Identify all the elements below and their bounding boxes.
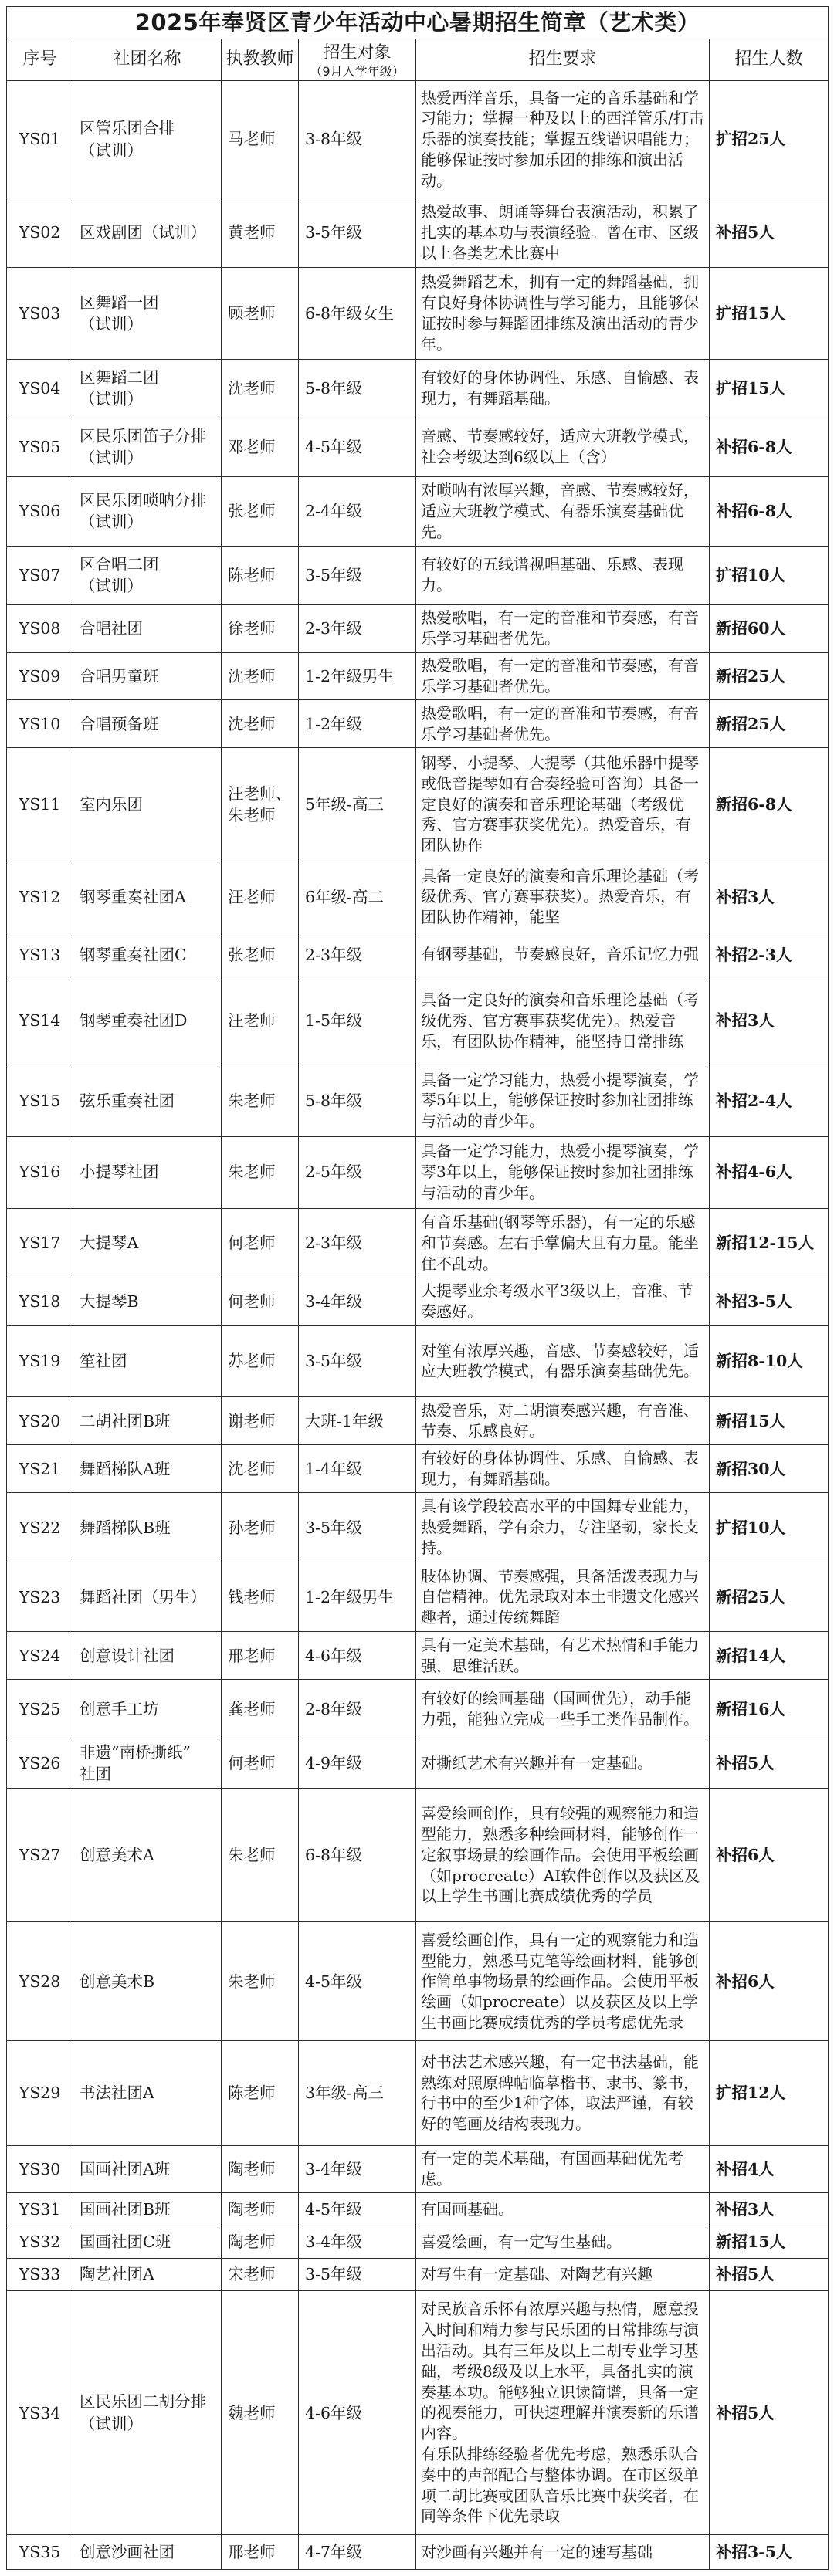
cell-grade: 5-8年级 <box>299 359 416 418</box>
cell-id: YS16 <box>7 1136 73 1208</box>
cell-id: YS28 <box>7 1922 73 2041</box>
cell-id: YS31 <box>7 2193 73 2226</box>
cell-name: 陶艺社团A <box>73 2258 222 2290</box>
cell-quota: 新招15人 <box>710 2226 829 2258</box>
cell-quota: 扩招25人 <box>710 81 829 198</box>
cell-quota: 补招6-8人 <box>710 476 829 546</box>
cell-grade: 3年级-高三 <box>299 2041 416 2145</box>
cell-requirement: 热爱西洋音乐，具备一定的音乐基础和学习能力；掌握一种及以上的西洋管乐/打击乐器的演奏技能；掌握五线谱识唱能力；能够保证按时参加乐团的排练和演出活动。 <box>416 81 710 198</box>
cell-grade: 1-2年级男生 <box>299 652 416 700</box>
cell-quota: 新招25人 <box>710 1562 829 1632</box>
cell-quota: 新招14人 <box>710 1632 829 1680</box>
table-row <box>7 1562 829 1632</box>
cell-name: 书法社团A <box>73 2041 222 2145</box>
cell-name: 创意美术A <box>73 1789 222 1922</box>
cell-id: YS12 <box>7 861 73 933</box>
cell-quota: 补招6人 <box>710 1789 829 1922</box>
cell-id: YS35 <box>7 2535 73 2570</box>
cell-requirement: 喜爱绘画，有一定写生基础。 <box>416 2226 710 2258</box>
cell-requirement: 热爱故事、朗诵等舞台表演活动，积累了扎实的基本功与表演经验。曾在市、区级以上各类艺术比赛中 <box>416 198 710 268</box>
cell-teacher: 沈老师 <box>222 652 299 700</box>
table-row <box>7 2258 829 2290</box>
cell-quota: 扩招10人 <box>710 1493 829 1562</box>
cell-requirement: 有音乐基础(钢琴等乐器)，有一定的乐感和节奏感。左右手掌偏大且有力量。能坐住不乱动。 <box>416 1208 710 1278</box>
cell-grade: 4-5年级 <box>299 418 416 476</box>
cell-requirement: 对书法艺术感兴趣，有一定书法基础，能熟练对照原碑帖临摹楷书、隶书、篆书，行书中的至少1种字体，取法严谨，有较好的笔画及结构表现力。 <box>416 2041 710 2145</box>
cell-requirement: 钢琴、小提琴、大提琴（其他乐器中提琴或低音提琴如有合奏经验可咨询）具备一定良好的演奏和音乐理论基础（考级优秀、官方赛事获奖优先）。热爱音乐，有团队协作 <box>416 748 710 861</box>
cell-id: YS05 <box>7 418 73 476</box>
table-row <box>7 1065 829 1136</box>
cell-teacher: 孙老师 <box>222 1493 299 1562</box>
cell-quota: 补招2-3人 <box>710 933 829 977</box>
header-requirement: 招生要求 <box>416 39 710 81</box>
header-grade-label: 招生对象 <box>323 42 392 63</box>
table-row <box>7 198 829 268</box>
cell-teacher: 陶老师 <box>222 2193 299 2226</box>
cell-name: 钢琴重奏社团C <box>73 933 222 977</box>
cell-quota: 新招15人 <box>710 1397 829 1445</box>
cell-quota: 补招3人 <box>710 861 829 933</box>
cell-id: YS15 <box>7 1065 73 1136</box>
table-body <box>7 81 829 2570</box>
cell-id: YS08 <box>7 604 73 652</box>
header-name: 社团名称 <box>73 39 222 81</box>
cell-id: YS25 <box>7 1680 73 1738</box>
cell-id: YS13 <box>7 933 73 977</box>
cell-quota: 扩招15人 <box>710 359 829 418</box>
cell-teacher: 宋老师 <box>222 2258 299 2290</box>
cell-grade: 3-5年级 <box>299 546 416 604</box>
cell-teacher: 陶老师 <box>222 2145 299 2193</box>
cell-quota: 补招3-5人 <box>710 2535 829 2570</box>
cell-quota: 新招25人 <box>710 652 829 700</box>
table-row <box>7 2145 829 2193</box>
cell-requirement: 喜爱绘画创作，具有一定的观察能力和造型能力，熟悉马克笔等绘画材料，能够创作简单事物场景的绘画作品。会使用平板绘画（如procreate）以及获区及以上学生书画比赛成绩优秀的学员考虑优先录 <box>416 1922 710 2041</box>
cell-teacher: 沈老师 <box>222 1445 299 1493</box>
cell-teacher: 张老师 <box>222 933 299 977</box>
cell-requirement: 大提琴业余考级水平3级以上，音准、节奏感好。 <box>416 1278 710 1325</box>
cell-name: 区舞蹈二团 （试训） <box>73 359 222 418</box>
cell-teacher: 钱老师 <box>222 1562 299 1632</box>
header-quota: 招生人数 <box>710 39 829 81</box>
cell-requirement: 有较好的身体协调性、乐感、自愉感、表现力，有舞蹈基础。 <box>416 1445 710 1493</box>
cell-teacher: 黄老师 <box>222 198 299 268</box>
cell-requirement: 音感、节奏感较好，适应大班教学模式，社会考级达到6级以上（含） <box>416 418 710 476</box>
table-row <box>7 1738 829 1789</box>
cell-id: YS14 <box>7 977 73 1065</box>
cell-quota: 补招4人 <box>710 2145 829 2193</box>
cell-grade: 3-8年级 <box>299 81 416 198</box>
table-row <box>7 1325 829 1397</box>
cell-quota: 补招3-5人 <box>710 1278 829 1325</box>
cell-quota: 新招16人 <box>710 1680 829 1738</box>
cell-quota: 补招3人 <box>710 2193 829 2226</box>
cell-teacher: 邢老师 <box>222 1632 299 1680</box>
cell-id: YS09 <box>7 652 73 700</box>
cell-name: 舞蹈梯队B班 <box>73 1493 222 1562</box>
table-row <box>7 2291 829 2535</box>
cell-name: 室内乐团 <box>73 748 222 861</box>
table-row <box>7 1136 829 1208</box>
cell-teacher: 陶老师 <box>222 2226 299 2258</box>
cell-id: YS01 <box>7 81 73 198</box>
table-row <box>7 359 829 418</box>
cell-requirement: 有较好的五线谱视唱基础、乐感、表现力。 <box>416 546 710 604</box>
cell-id: YS19 <box>7 1325 73 1397</box>
cell-id: YS24 <box>7 1632 73 1680</box>
cell-name: 创意沙画社团 <box>73 2535 222 2570</box>
cell-teacher: 汪老师 <box>222 977 299 1065</box>
cell-grade: 2-4年级 <box>299 476 416 546</box>
cell-id: YS29 <box>7 2041 73 2145</box>
cell-name: 二胡社团B班 <box>73 1397 222 1445</box>
cell-requirement: 有一定的美术基础，有国画基础优先考虑。 <box>416 2145 710 2193</box>
cell-name: 舞蹈梯队A班 <box>73 1445 222 1493</box>
cell-id: YS32 <box>7 2226 73 2258</box>
cell-quota: 新招12-15人 <box>710 1208 829 1278</box>
table-row <box>7 1397 829 1445</box>
cell-grade: 3-5年级 <box>299 2258 416 2290</box>
table-row <box>7 2226 829 2258</box>
cell-grade: 1-2年级男生 <box>299 1562 416 1632</box>
cell-requirement: 热爱歌唱，有一定的音准和节奏感，有音乐学习基础者优先。 <box>416 700 710 748</box>
cell-id: YS04 <box>7 359 73 418</box>
cell-grade: 大班-1年级 <box>299 1397 416 1445</box>
table-row <box>7 700 829 748</box>
cell-grade: 2-8年级 <box>299 1680 416 1738</box>
cell-id: YS17 <box>7 1208 73 1278</box>
cell-name: 国画社团A班 <box>73 2145 222 2193</box>
cell-teacher: 朱老师 <box>222 1065 299 1136</box>
cell-grade: 2-3年级 <box>299 933 416 977</box>
cell-name: 国画社团C班 <box>73 2226 222 2258</box>
cell-grade: 1-4年级 <box>299 1445 416 1493</box>
cell-requirement: 对沙画有兴趣并有一定的速写基础 <box>416 2535 710 2570</box>
table-row <box>7 604 829 652</box>
cell-grade: 5年级-高三 <box>299 748 416 861</box>
table-row <box>7 2535 829 2570</box>
enrollment-sheet <box>6 6 828 2570</box>
cell-id: YS23 <box>7 1562 73 1632</box>
cell-grade: 6-8年级 <box>299 1789 416 1922</box>
cell-quota: 新招6-8人 <box>710 748 829 861</box>
cell-name: 区合唱二团 （试训） <box>73 546 222 604</box>
cell-requirement: 热爱舞蹈艺术，拥有一定的舞蹈基础，拥有良好身体协调性与学习能力，且能够保证按时参与舞蹈团排练及演出活动的青少年。 <box>416 268 710 359</box>
cell-quota: 补招6-8人 <box>710 418 829 476</box>
cell-teacher: 马老师 <box>222 81 299 198</box>
cell-quota: 补招4-6人 <box>710 1136 829 1208</box>
cell-requirement: 具有一定美术基础，有艺术热情和手能力强，思维活跃。 <box>416 1632 710 1680</box>
cell-teacher: 沈老师 <box>222 700 299 748</box>
table-row <box>7 546 829 604</box>
cell-grade: 4-6年级 <box>299 1632 416 1680</box>
cell-grade: 1-5年级 <box>299 977 416 1065</box>
table-row <box>7 748 829 861</box>
cell-grade: 2-3年级 <box>299 604 416 652</box>
header-grade <box>299 39 416 81</box>
table-row <box>7 861 829 933</box>
cell-teacher: 何老师 <box>222 1738 299 1789</box>
cell-requirement: 具备一定良好的演奏和音乐理论基础（考级优秀、官方赛事获奖优先）。热爱音乐，有团队协作精神，能坚持日常排练 <box>416 977 710 1065</box>
cell-name: 区管乐团合排 （试训） <box>73 81 222 198</box>
table-row <box>7 1680 829 1738</box>
cell-id: YS20 <box>7 1397 73 1445</box>
table-row <box>7 1493 829 1562</box>
cell-grade: 2-3年级 <box>299 1208 416 1278</box>
cell-id: YS11 <box>7 748 73 861</box>
cell-teacher: 顾老师 <box>222 268 299 359</box>
cell-teacher: 魏老师 <box>222 2291 299 2535</box>
cell-grade: 3-5年级 <box>299 1325 416 1397</box>
cell-grade: 6-8年级女生 <box>299 268 416 359</box>
cell-name: 钢琴重奏社团D <box>73 977 222 1065</box>
cell-requirement: 对唢呐有浓厚兴趣，音感、节奏感较好，适应大班教学模式、有器乐演奏基础优先。 <box>416 476 710 546</box>
header-id: 序号 <box>7 39 73 81</box>
cell-id: YS10 <box>7 700 73 748</box>
table-row <box>7 268 829 359</box>
cell-name: 钢琴重奏社团A <box>73 861 222 933</box>
cell-id: YS02 <box>7 198 73 268</box>
table-row <box>7 933 829 977</box>
cell-name: 小提琴社团 <box>73 1136 222 1208</box>
cell-teacher: 张老师 <box>222 476 299 546</box>
cell-quota: 扩招15人 <box>710 268 829 359</box>
cell-teacher: 何老师 <box>222 1208 299 1278</box>
cell-teacher: 何老师 <box>222 1278 299 1325</box>
cell-name: 区舞蹈一团 （试训） <box>73 268 222 359</box>
cell-teacher: 陈老师 <box>222 2041 299 2145</box>
cell-name: 舞蹈社团（男生） <box>73 1562 222 1632</box>
cell-name: 创意设计社团 <box>73 1632 222 1680</box>
cell-requirement: 有钢琴基础，节奏感良好，音乐记忆力强 <box>416 933 710 977</box>
cell-requirement: 肢体协调、节奏感强，具备活泼表现力与自信精神。优先录取对本土非遗文化感兴趣者，通过传统舞蹈 <box>416 1562 710 1632</box>
cell-grade: 3-4年级 <box>299 2145 416 2193</box>
cell-requirement: 有较好的身体协调性、乐感、自愉感、表现力，有舞蹈基础。 <box>416 359 710 418</box>
cell-id: YS27 <box>7 1789 73 1922</box>
cell-requirement: 热爱歌唱，有一定的音准和节奏感，有音乐学习基础者优先。 <box>416 604 710 652</box>
cell-id: YS21 <box>7 1445 73 1493</box>
cell-teacher: 朱老师 <box>222 1136 299 1208</box>
cell-grade: 4-5年级 <box>299 2193 416 2226</box>
cell-id: YS30 <box>7 2145 73 2193</box>
cell-quota: 补招6人 <box>710 1922 829 2041</box>
cell-quota: 补招5人 <box>710 198 829 268</box>
header-grade-sub: （9月入学年级） <box>310 63 405 79</box>
cell-teacher: 朱老师 <box>222 1789 299 1922</box>
cell-id: YS06 <box>7 476 73 546</box>
cell-quota: 补招2-4人 <box>710 1065 829 1136</box>
cell-requirement: 具备一定学习能力，热爱小提琴演奏，学琴5年以上，能够保证按时参加社团排练与活动的青少年。 <box>416 1065 710 1136</box>
cell-name: 大提琴A <box>73 1208 222 1278</box>
cell-requirement: 对笙有浓厚兴趣，音感、节奏感较好，适应大班教学模式，有器乐演奏基础优先。 <box>416 1325 710 1397</box>
cell-name: 合唱预备班 <box>73 700 222 748</box>
table-row <box>7 1632 829 1680</box>
cell-name: 合唱社团 <box>73 604 222 652</box>
table-row <box>7 2041 829 2145</box>
enrollment-table <box>6 6 829 2570</box>
header-row <box>7 39 829 81</box>
cell-teacher: 汪老师 <box>222 861 299 933</box>
table-row <box>7 81 829 198</box>
cell-id: YS22 <box>7 1493 73 1562</box>
table-row <box>7 1445 829 1493</box>
cell-quota: 新招60人 <box>710 604 829 652</box>
table-row <box>7 652 829 700</box>
cell-quota: 补招5人 <box>710 2291 829 2535</box>
cell-teacher: 苏老师 <box>222 1325 299 1397</box>
table-row <box>7 418 829 476</box>
cell-teacher: 陈老师 <box>222 546 299 604</box>
cell-teacher: 龚老师 <box>222 1680 299 1738</box>
table-row <box>7 1208 829 1278</box>
cell-quota: 扩招10人 <box>710 546 829 604</box>
cell-teacher: 沈老师 <box>222 359 299 418</box>
table-row <box>7 1278 829 1325</box>
cell-name: 非遗“南桥撕纸” 社团 <box>73 1738 222 1789</box>
cell-requirement: 有国画基础。 <box>416 2193 710 2226</box>
cell-name: 大提琴B <box>73 1278 222 1325</box>
cell-teacher: 谢老师 <box>222 1397 299 1445</box>
cell-teacher: 徐老师 <box>222 604 299 652</box>
cell-requirement: 对写生有一定基础、对陶艺有兴趣 <box>416 2258 710 2290</box>
page-title: 2025年奉贤区青少年活动中心暑期招生简章（艺术类） <box>7 7 829 39</box>
cell-requirement: 对民族音乐怀有浓厚兴趣与热情，愿意投入时间和精力参与民乐团的日常排练与演出活动。具有三年及以上二胡专业学习基础，考级8级及以上水平，具备扎实的演奏基本功。能够独立识读简谱，具备一定的视奏能力，可快速理解并演奏新的乐谱内容。 有乐队排练经验者优先考虑，熟悉乐队合奏中的声部配合与整体协调。在市区级单项二胡比赛或团队音乐比赛中获奖者，在同等条件下优先录取 <box>416 2291 710 2535</box>
cell-requirement: 热爱音乐，对二胡演奏感兴趣，有音准、节奏、乐感良好。 <box>416 1397 710 1445</box>
cell-name: 国画社团B班 <box>73 2193 222 2226</box>
cell-requirement: 具备一定学习能力，热爱小提琴演奏，学琴3年以上，能够保证按时参加社团排练与活动的青少年。 <box>416 1136 710 1208</box>
cell-grade: 2-5年级 <box>299 1136 416 1208</box>
cell-requirement: 具有该学段较高水平的中国舞专业能力，热爱舞蹈，学有余力，专注坚韧，家长支持。 <box>416 1493 710 1562</box>
cell-teacher: 邓老师 <box>222 418 299 476</box>
cell-quota: 补招3人 <box>710 977 829 1065</box>
cell-quota: 扩招12人 <box>710 2041 829 2145</box>
table-row <box>7 1922 829 2041</box>
cell-name: 创意美术B <box>73 1922 222 2041</box>
cell-name: 区民乐团二胡分排 （试训） <box>73 2291 222 2535</box>
cell-quota: 补招5人 <box>710 1738 829 1789</box>
cell-quota: 补招5人 <box>710 2258 829 2290</box>
cell-grade: 4-5年级 <box>299 1922 416 2041</box>
cell-name: 区戏剧团（试训） <box>73 198 222 268</box>
cell-teacher: 朱老师 <box>222 1922 299 2041</box>
cell-name: 区民乐团唢呐分排 （试训） <box>73 476 222 546</box>
cell-id: YS26 <box>7 1738 73 1789</box>
cell-quota: 新招8-10人 <box>710 1325 829 1397</box>
cell-grade: 3-4年级 <box>299 2226 416 2258</box>
table-row <box>7 2193 829 2226</box>
cell-id: YS18 <box>7 1278 73 1325</box>
table-row <box>7 476 829 546</box>
cell-teacher: 汪老师、 朱老师 <box>222 748 299 861</box>
table-row <box>7 977 829 1065</box>
cell-id: YS07 <box>7 546 73 604</box>
cell-grade: 5-8年级 <box>299 1065 416 1136</box>
cell-name: 笙社团 <box>73 1325 222 1397</box>
cell-requirement: 热爱歌唱，有一定的音准和节奏感，有音乐学习基础者优先。 <box>416 652 710 700</box>
cell-quota: 新招30人 <box>710 1445 829 1493</box>
cell-name: 区民乐团笛子分排 （试训） <box>73 418 222 476</box>
cell-name: 合唱男童班 <box>73 652 222 700</box>
cell-grade: 1-2年级 <box>299 700 416 748</box>
cell-grade: 3-5年级 <box>299 1493 416 1562</box>
cell-requirement: 有较好的绘画基础（国画优先），动手能力强，能独立完成一些手工类作品制作。 <box>416 1680 710 1738</box>
cell-grade: 4-7年级 <box>299 2535 416 2570</box>
cell-id: YS03 <box>7 268 73 359</box>
header-teacher: 执教教师 <box>222 39 299 81</box>
cell-requirement: 对撕纸艺术有兴趣并有一定基础。 <box>416 1738 710 1789</box>
cell-requirement: 具备一定良好的演奏和音乐理论基础（考级优秀、官方赛事获奖）。热爱音乐，有团队协作精神，能坚 <box>416 861 710 933</box>
cell-quota: 新招25人 <box>710 700 829 748</box>
cell-id: YS33 <box>7 2258 73 2290</box>
cell-grade: 3-4年级 <box>299 1278 416 1325</box>
cell-requirement: 喜爱绘画创作，具有较强的观察能力和造型能力，熟悉多种绘画材料，能够创作一定叙事场景的绘画作品。会使用平板绘画（如procreate）AI软件创作以及获区及以上学生书画比赛成绩优秀的学员 <box>416 1789 710 1922</box>
cell-name: 创意手工坊 <box>73 1680 222 1738</box>
cell-teacher: 邢老师 <box>222 2535 299 2570</box>
cell-grade: 4-9年级 <box>299 1738 416 1789</box>
cell-id: YS34 <box>7 2291 73 2535</box>
cell-grade: 6年级-高二 <box>299 861 416 933</box>
table-row <box>7 1789 829 1922</box>
cell-name: 弦乐重奏社团 <box>73 1065 222 1136</box>
cell-grade: 4-6年级 <box>299 2291 416 2535</box>
cell-grade: 3-5年级 <box>299 198 416 268</box>
